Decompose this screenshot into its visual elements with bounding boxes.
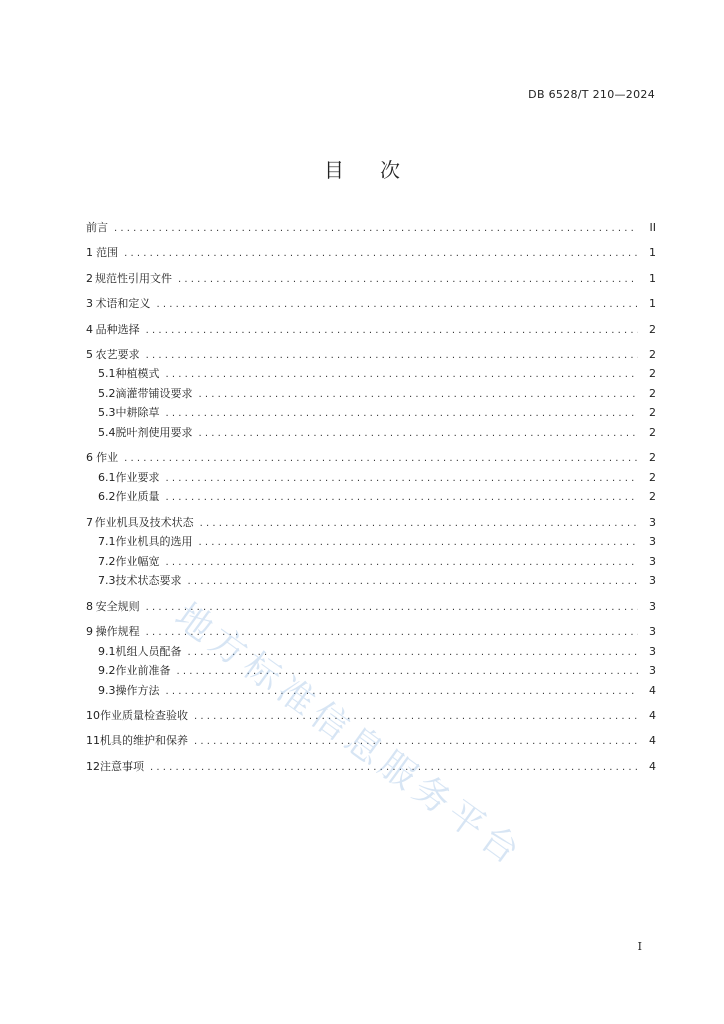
toc-dot-leader	[194, 708, 638, 727]
toc-dot-leader	[188, 644, 639, 663]
toc-entry[interactable]	[86, 758, 656, 778]
toc-entry[interactable]	[86, 469, 656, 489]
toc-entry-label: 农艺要求	[95, 347, 140, 361]
toc-entry[interactable]	[86, 385, 656, 405]
toc-entry-page: 2	[649, 470, 656, 484]
toc-entry-number: 5.4	[98, 425, 116, 439]
toc-dot-leader	[124, 450, 638, 469]
page-title: 目次	[324, 158, 436, 182]
toc-entry-number: 9.3	[98, 683, 116, 697]
toc-dot-leader	[166, 366, 639, 385]
toc-entry-page: 1	[649, 271, 656, 285]
toc-entry-page: 3	[649, 625, 656, 639]
toc-entry[interactable]	[86, 598, 656, 618]
toc-entry[interactable]	[86, 623, 656, 643]
toc-entry-page: 1	[649, 297, 656, 311]
toc-dot-leader	[114, 220, 638, 239]
toc-entry[interactable]	[86, 682, 656, 702]
toc-entry-page: 2	[649, 425, 656, 439]
toc-dot-leader	[166, 470, 639, 489]
toc-entry[interactable]	[86, 404, 656, 424]
toc-entry-number: 7	[86, 515, 93, 529]
toc-dot-leader	[156, 296, 638, 315]
toc-entry-number: 6	[86, 451, 93, 465]
standard-code: DB 6528/T 210—2024	[528, 88, 655, 101]
toc-entry-page: 3	[649, 599, 656, 613]
toc-entry-page: 2	[649, 347, 656, 361]
toc-dot-leader	[166, 554, 639, 573]
toc-entry-number: 7.3	[98, 574, 116, 588]
toc-entry[interactable]	[86, 707, 656, 727]
toc-entry-page: 4	[649, 683, 656, 697]
toc-entry[interactable]	[86, 365, 656, 385]
toc-entry-number: 6.1	[98, 470, 116, 484]
toc-entry-page: 3	[649, 644, 656, 658]
toc-entry-page: 3	[649, 515, 656, 529]
toc-entry[interactable]	[86, 424, 656, 444]
toc-entry[interactable]	[86, 219, 656, 239]
toc-entry-number: 9.2	[98, 664, 116, 678]
toc-entry-label: 机组人员配备	[115, 644, 182, 658]
toc-entry-page: 2	[649, 406, 656, 420]
toc-entry-number: 8	[86, 599, 93, 613]
toc-dot-leader	[124, 245, 638, 264]
toc-entry-number: 10	[86, 708, 100, 722]
toc-dot-leader	[146, 599, 638, 618]
toc-entry-label: 品种选择	[95, 322, 140, 336]
toc-entry[interactable]	[86, 488, 656, 508]
toc-entry-number: 2	[86, 271, 93, 285]
toc-entry-number: 7.1	[98, 535, 116, 549]
toc-dot-leader	[166, 683, 639, 702]
toc-entry-number: 5.2	[98, 386, 116, 400]
toc-entry-number: 5	[86, 347, 93, 361]
toc-entry-label: 规范性引用文件	[95, 271, 173, 285]
toc-entry-page: 1	[649, 246, 656, 260]
toc-entry-number: 1	[86, 246, 93, 260]
toc-entry-number: 9	[86, 625, 93, 639]
toc-dot-leader	[200, 515, 638, 534]
toc-entry-label: 范围	[96, 246, 119, 260]
page-number: I	[637, 940, 642, 953]
toc-entry-page: 3	[649, 554, 656, 568]
toc-entry-label: 作业质量	[115, 490, 160, 504]
toc-entry-label: 脱叶剂使用要求	[115, 425, 193, 439]
toc-entry-label: 种植模式	[115, 367, 160, 381]
toc-entry-label: 作业机具及技术状态	[94, 515, 194, 529]
toc-entry[interactable]	[86, 270, 656, 290]
toc-dot-leader	[199, 534, 639, 553]
table-of-contents	[86, 219, 656, 777]
toc-entry-page: 2	[649, 386, 656, 400]
toc-entry[interactable]	[86, 662, 656, 682]
toc-entry-label: 作业	[96, 451, 119, 465]
toc-entry-page: 3	[649, 664, 656, 678]
toc-entry[interactable]	[86, 321, 656, 341]
toc-entry-number: 6.2	[98, 490, 116, 504]
toc-entry-label: 安全规则	[95, 599, 140, 613]
toc-dot-leader	[146, 347, 638, 366]
toc-entry-label: 作业要求	[115, 470, 160, 484]
toc-dot-leader	[146, 624, 638, 643]
toc-entry-page: 4	[649, 708, 656, 722]
toc-entry-number: 3	[86, 297, 93, 311]
toc-entry-label: 技术状态要求	[115, 574, 182, 588]
toc-entry[interactable]	[86, 643, 656, 663]
toc-entry[interactable]	[86, 449, 656, 469]
toc-dot-leader	[178, 271, 638, 290]
toc-entry[interactable]	[86, 553, 656, 573]
toc-entry-number: 4	[86, 322, 93, 336]
toc-entry-page: 2	[649, 490, 656, 504]
toc-entry-page: 2	[649, 322, 656, 336]
toc-entry[interactable]	[86, 514, 656, 534]
toc-entry[interactable]	[86, 346, 656, 366]
toc-entry-page: 3	[649, 535, 656, 549]
toc-entry-label: 前言	[86, 221, 108, 234]
toc-dot-leader	[146, 322, 638, 341]
toc-dot-leader	[188, 573, 639, 592]
toc-entry-label: 机具的维护和保养	[100, 734, 188, 748]
toc-entry-label: 作业幅宽	[115, 554, 160, 568]
toc-entry-label: 注意事项	[100, 759, 144, 773]
toc-entry[interactable]	[86, 572, 656, 592]
toc-entry[interactable]	[86, 533, 656, 553]
toc-dot-leader	[199, 386, 639, 405]
toc-entry-number: 5.1	[98, 367, 116, 381]
toc-entry-page: 3	[649, 574, 656, 588]
toc-entry-page: 2	[649, 451, 656, 465]
toc-dot-leader	[166, 405, 639, 424]
toc-entry-number: 7.2	[98, 554, 116, 568]
toc-entry-number: 11	[86, 734, 100, 748]
toc-entry[interactable]	[86, 295, 656, 315]
toc-entry-page: II	[649, 221, 656, 234]
toc-entry-label: 作业前准备	[115, 664, 171, 678]
toc-entry-page: 2	[649, 367, 656, 381]
toc-entry-label: 中耕除草	[115, 406, 160, 420]
toc-entry-number: 9.1	[98, 644, 116, 658]
toc-dot-leader	[150, 759, 638, 778]
toc-dot-leader	[199, 425, 639, 444]
toc-entry[interactable]	[86, 244, 656, 264]
toc-dot-leader	[194, 733, 638, 752]
watermark: 地方标准信息服务平台	[167, 595, 532, 876]
toc-dot-leader	[166, 489, 639, 508]
toc-entry-label: 作业质量检查验收	[100, 708, 188, 722]
toc-entry-number: 5.3	[98, 406, 116, 420]
toc-entry-label: 作业机具的选用	[115, 535, 193, 549]
toc-dot-leader	[177, 663, 639, 682]
toc-entry-label: 操作规程	[95, 625, 140, 639]
toc-entry-page: 4	[649, 759, 656, 773]
toc-entry-page: 4	[649, 734, 656, 748]
toc-entry[interactable]	[86, 732, 656, 752]
toc-entry-label: 术语和定义	[95, 297, 151, 311]
toc-entry-label: 滴灌带铺设要求	[115, 386, 193, 400]
toc-entry-number: 12	[86, 759, 100, 773]
toc-entry-label: 操作方法	[115, 683, 160, 697]
